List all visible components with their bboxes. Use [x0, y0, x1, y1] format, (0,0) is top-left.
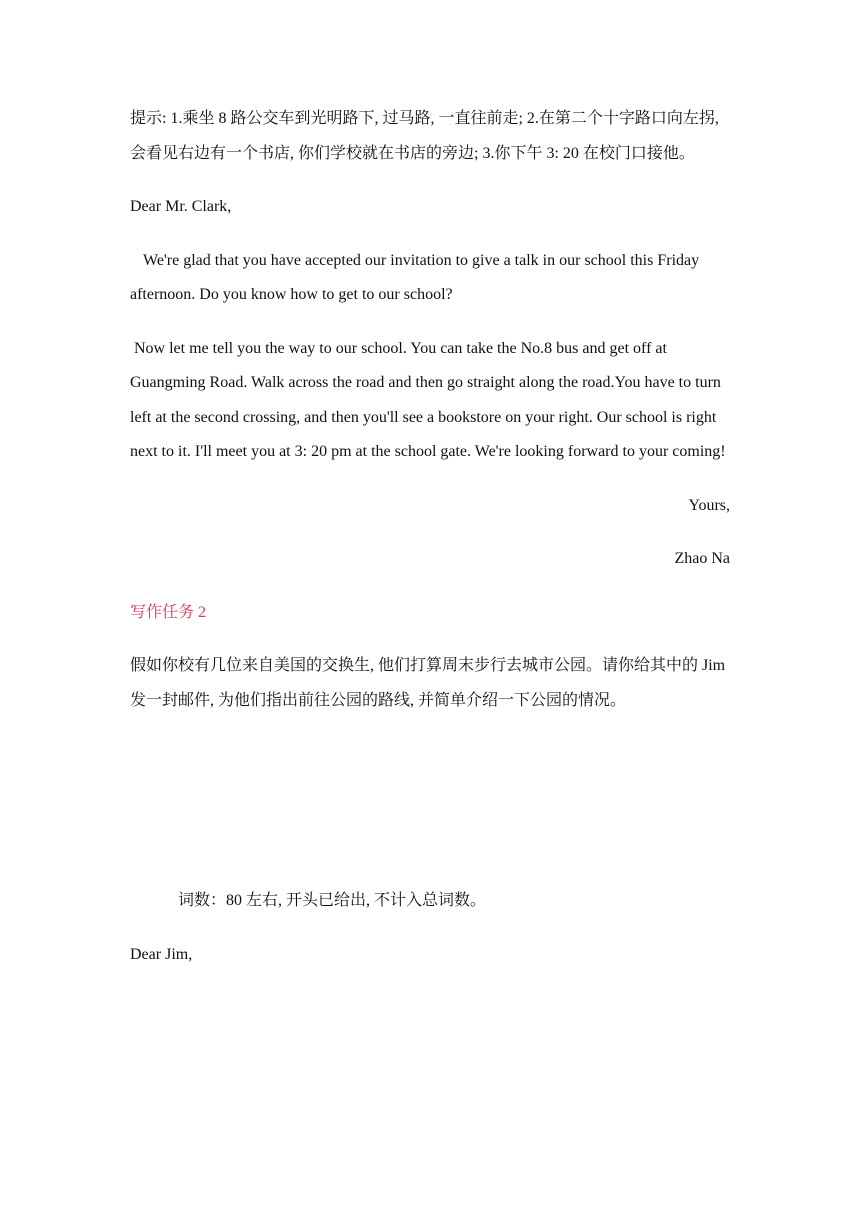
answer-space — [130, 718, 730, 884]
letter1-greeting: Dear Mr. Clark, — [130, 198, 232, 215]
task2-title: 写作任务 2 — [130, 603, 207, 621]
task1-hint: 提示: 1.乘坐 8 路公交车到光明路下, 过马路, 一直往前走; 2.在第二个十字路口向左拐, 会看见右边有一个书店, 你们学校就在书店的旁边; 3.你下午 3: 20 在校门口接他。 — [130, 110, 719, 162]
letter1-paragraph-1: We're glad that you have accepted our invitation to give a talk in our school this Friday afternoon. Do you know how to get to our school? — [130, 251, 700, 303]
letter1-signature: Zhao Na — [674, 550, 730, 567]
letter1-paragraph-2: Now let me tell you the way to our school. You can take the No.8 bus and get off at Guangming Road. Walk across the road and then go straight along the road.You have to turn left at the second crossing, and then you'll see a bookstore on your right. Our school is right next to it. I'll meet you at 3: 20 pm at the school gate. We're looking forward to your coming! — [130, 339, 726, 460]
task2-word-count: 词数：80 左右, 开头已给出, 不计入总词数。 — [178, 892, 487, 909]
letter1-closing: Yours, — [688, 496, 730, 514]
letter2-greeting: Dear Jim, — [130, 945, 193, 963]
task2-prompt: 假如你校有几位来自美国的交换生, 他们打算周末步行去城市公园。请你给其中的 Jim 发一封邮件, 为他们指出前往公园的路线, 并简单介绍一下公园的情况。 — [130, 657, 726, 709]
document-page — [130, 102, 730, 991]
